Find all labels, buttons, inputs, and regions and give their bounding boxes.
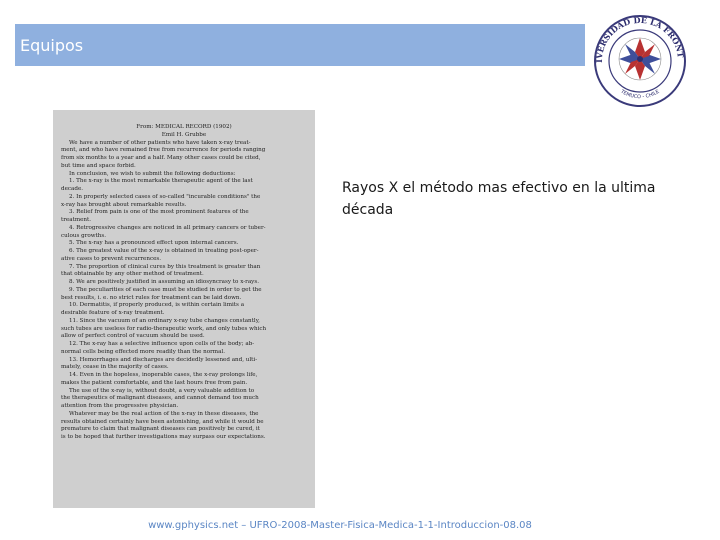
scan-text-line: 10. Dermatitis, if properly produced, is within certain limits a — [69, 302, 245, 309]
scan-text-line: 11. Since the vacuum of an ordinary x-ray tube changes constantly, — [69, 317, 260, 324]
scan-text-line: such tubes are useless for radio-therapeutic work, and only tubes which — [61, 325, 267, 332]
scan-text-line: From: MEDICAL RECORD (1902) — [136, 124, 232, 130]
scan-text-line: 14. Even in the hopeless, inoperable cases, the x-ray prolongs life, — [69, 372, 258, 378]
scan-text-line: Whatever may be the real action of the x-ray in these diseases, the — [69, 410, 259, 417]
scan-text-line: desirable feature of x-ray treatment. — [61, 310, 165, 316]
scan-text-line: 12. The x-ray has a selective influence upon cells of the body; ab- — [69, 341, 255, 347]
scan-text-line: best results, i. e. no strict rules for treatment can be laid down. — [61, 294, 242, 301]
scan-text-line: ative cases to prevent recurrences. — [61, 255, 162, 262]
scan-text-line: premature to claim that malignant diseases can positively be cured, it — [61, 426, 260, 433]
university-seal-logo — [585, 12, 695, 110]
scan-text-line: but time and space forbid. — [61, 162, 136, 169]
scan-text-line: treatment. — [61, 217, 92, 223]
scan-text-line: 9. The peculiarities of each case must be studied in order to get the — [69, 286, 262, 293]
scan-text-line: from six months to a year and a half. Many other cases could be cited, — [61, 155, 261, 161]
scan-text-line: Emil H. Grubbe — [161, 131, 207, 138]
scan-text-line: 3. Relief from pain is one of the most prominent features of the — [69, 209, 249, 216]
scan-text-line: ment, and who have remained free from recurrence for periods ranging — [61, 147, 266, 154]
scan-text-line: x-ray has brought about remarkable results. — [61, 201, 187, 208]
scan-text-line: 2. In properly selected cases of so-called "incurable conditions" the — [69, 193, 261, 200]
scan-text-line: The use of the x-ray is, without doubt, a very valuable addition to — [69, 387, 255, 394]
header-bar — [15, 24, 585, 66]
scan-text-line: 13. Hemorrhages and discharges are decidedly lessened and, ulti- — [69, 356, 258, 363]
scan-text-line: 7. The proportion of clinical cures by this treatment is greater than — [69, 263, 261, 270]
logo-arc-text: IVERSIDAD DE LA FRONT — [593, 14, 686, 63]
scan-text-line: allow of perfect control of vacuum should be used. — [61, 333, 205, 340]
scan-text-line: 8. We are positively justified in assuming an idiosyncrasy to x-rays. — [69, 279, 259, 285]
logo-emblem — [619, 38, 661, 80]
footer-source-text: www.gphysics.net – UFRO-2008-Master-Fisica-Medica-1-1-Introduccion-08.08 — [148, 520, 532, 531]
scan-text-line: 4. Retrogressive changes are noticed in all primary cancers or tuber- — [69, 224, 266, 231]
university-seal-icon — [585, 12, 695, 110]
scan-text-line: makes the patient comfortable, and the last hours free from pain. — [61, 379, 248, 386]
scan-text-line: 6. The greatest value of the x-ray is obtained in treating post-oper- — [69, 248, 259, 254]
scanned-document-text — [61, 124, 307, 502]
scan-text-line: decade. — [61, 186, 84, 192]
scan-text-line: We have a number of other patients who have taken x-ray treat- — [69, 139, 251, 146]
logo-bottom-text: TEMUCO - CHILE — [619, 88, 661, 101]
scan-text-line: attention from the progressive physician. — [61, 403, 179, 409]
page-title: Equipos — [20, 36, 84, 55]
body-text: Rayos X el método mas efectivo en la ultima década — [342, 180, 656, 218]
scan-text-line: culous growths. — [61, 232, 107, 239]
scan-text-line: is to be hoped that further investigations may surpass our expectations. — [61, 434, 266, 440]
scan-text-line: results obtained certainly have been astonishing, and while it would be — [61, 418, 264, 425]
scan-text-line: mately, cease in the majority of cases. — [61, 364, 169, 371]
scan-text-line: that obtainable by any other method of treatment. — [61, 271, 204, 278]
scan-text-line: 5. The x-ray has a pronounced effect upon internal cancers. — [69, 240, 239, 247]
scan-text-line: normal cells being effected more readily than the normal. — [61, 348, 226, 355]
scan-text-line: In conclusion, we wish to submit the following deductions: — [69, 170, 236, 177]
scanned-document-image — [53, 110, 315, 508]
scan-text-line: 1. The x-ray is the most remarkable therapeutic agent of the last — [69, 178, 253, 185]
scan-text-line: the therapeutics of malignant diseases, and cannot demand too much — [61, 395, 259, 402]
